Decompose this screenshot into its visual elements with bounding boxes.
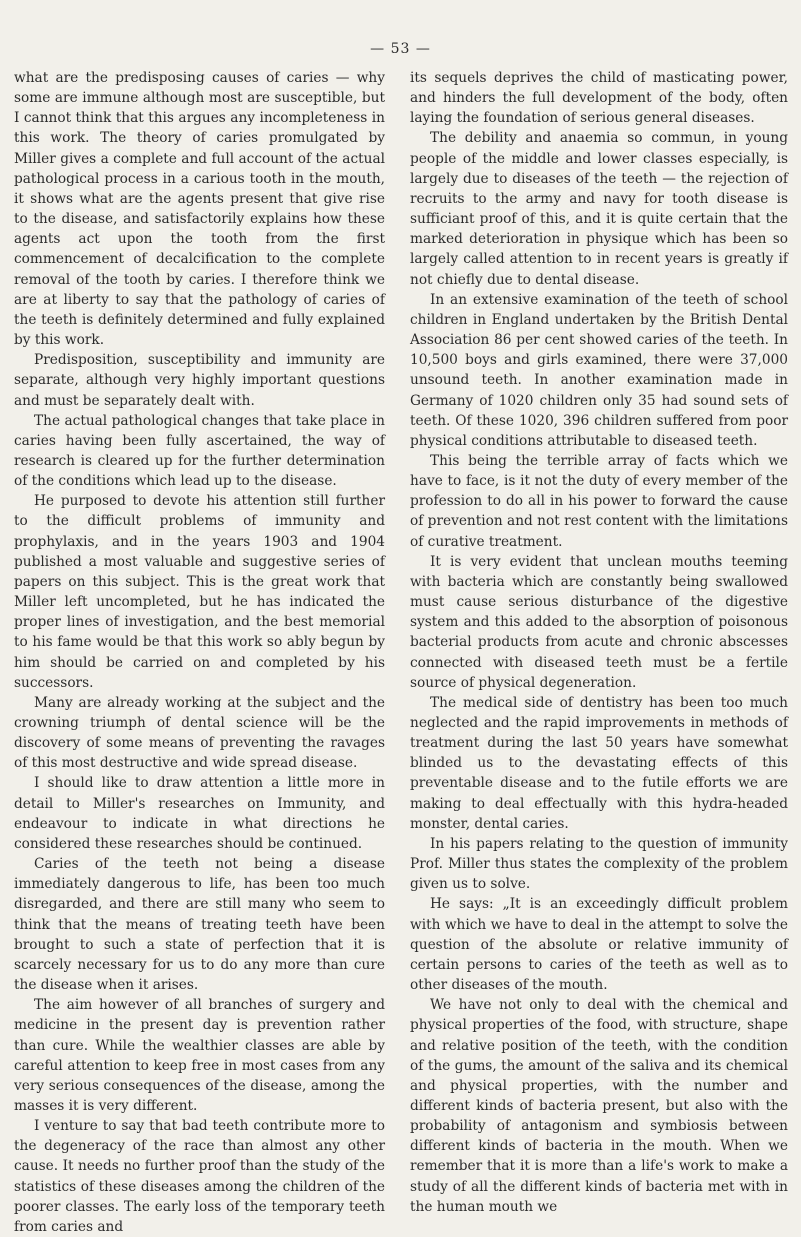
right-column [410, 68, 788, 1217]
paragraph: In an extensive examination of the teeth of school children in England undertaken by the British Dental Association 86 per cent showed caries of the teeth. In 10,500 boys and girls examined, there were 37,000 unsound teeth. In another examination made in Germany of 1020 children only 35 had sound sets of teeth. Of these 1020, 396 children suffered from poor physical conditions attributable to diseased teeth. [410, 291, 788, 449]
paragraph: what are the predisposing causes of caries — why some are immune although most are susceptible, but I cannot think that this argues any incompleteness in this work. The theory of caries promulgated by Miller gives a complete and full account of the actual pathological process in a carious tooth in the mouth, it shows what are the agents present that give rise to the disease, and satisfactorily explains how these agents act upon the tooth from the first commencement of decalcification to the complete removal of the tooth by caries. I therefore think we are at liberty to say that the pathology of caries of the teeth is definitely determined and fully explained by this work. [14, 70, 385, 349]
paragraph: He purposed to devote his attention still further to the difficult problems of immunity and prophylaxis, and in the years 1903 and 1904 published a most valuable and suggestive series of papers on this subject. This is the great work that Miller left uncompleted, but he has indicated the proper lines of investigation, and the best memorial to his fame would be that this work so ably begun by him should be carried on and completed by his successors. [14, 493, 385, 691]
page-number: — 53 — [370, 41, 431, 57]
paragraph: The medical side of dentistry has been too much neglected and the rapid improvements in methods of treatment during the last 50 years have somewhat blinded us to the devastating effects of this preventable disease and to the futile efforts we are making to deal effectually with this hydra-headed monster, dental caries. [410, 694, 788, 832]
paragraph: The debility and anaemia so commun, in young people of the middle and lower classes especially, is largely due to diseases of the teeth — the rejection of recruits to the army and navy for tooth disease is sufficiant proof of this, and it is quite certain that the marked deterioration in physique which has been so largely called attention to in recent years is greatly if not chiefly due to dental disease. [410, 130, 788, 288]
paragraph: its sequels deprives the child of masticating power, and hinders the full development of the body, often laying the foundation of serious general diseases. [410, 70, 788, 127]
paragraph: Many are already working at the subject and the crowning triumph of dental science will be the discovery of some means of preventing the ravages of this most destructive and wide spread disease. [14, 694, 385, 772]
paragraph: I venture to say that bad teeth contribute more to the degeneracy of the race than almost any other cause. It needs no further proof than the study of the statistics of these diseases among the children of the poorer classes. The early loss of the temporary teeth from caries and [14, 1118, 385, 1235]
paragraph: The actual pathological changes that take place in caries having been fully ascertained, the way of research is cleared up for the further determination of the conditions which lead up to the disease. [14, 412, 385, 490]
paragraph: The aim however of all branches of surgery and medicine in the present day is prevention rather than cure. While the wealthier classes are able by careful attention to keep free in most cases from any very serious consequences of the disease, among the masses it is very different. [14, 997, 385, 1114]
paragraph: Predisposition, susceptibility and immunity are separate, although very highly important questions and must be separately dealt with. [14, 352, 385, 409]
paragraph: Caries of the teeth not being a disease immediately dangerous to life, has been too much disregarded, and there are still many who seem to think that the means of treating teeth have been brought to such a state of perfection that it is scarcely necessary for us to do any more than cure the disease when it arises. [14, 856, 385, 994]
left-column [14, 68, 385, 1237]
paragraph: This being the terrible array of facts which we have to face, is it not the duty of every member of the profession to do all in his power to forward the cause of prevention and not rest content with the limitations of curative treatment. [410, 452, 788, 550]
paragraph: I should like to draw attention a little more in detail to Miller's researches on Immunity, and endeavour to indicate in what directions he considered these researches should be continued. [14, 775, 385, 852]
paragraph: We have not only to deal with the chemical and physical properties of the food, with structure, shape and relative position of the teeth, with the condition of the gums, the amount of the saliva and its chemical and physical properties, with the number and different kinds of bacteria present, but also with the probability of antagonism and symbiosis between different kinds of bacteria in the mouth. When we remember that it is more than a life's work to make a study of all the different kinds of bacteria met with in the human mouth we [410, 997, 788, 1215]
paragraph: He says: „It is an exceedingly difficult problem with which we have to deal in the attempt to solve the question of the absolute or relative immunity of certain persons to caries of the teeth as well as to other diseases of the mouth. [410, 896, 788, 994]
paragraph: In his papers relating to the question of immunity Prof. Miller thus states the complexity of the problem given us to solve. [410, 835, 788, 893]
paragraph: It is very evident that unclean mouths teeming with bacteria which are constantly being swallowed must cause serious disturbance of the digestive system and this added to the absorption of poisonous bacterial products from acute and chronic abscesses connected with diseased teeth must be a fertile source of physical degeneration. [410, 553, 788, 691]
